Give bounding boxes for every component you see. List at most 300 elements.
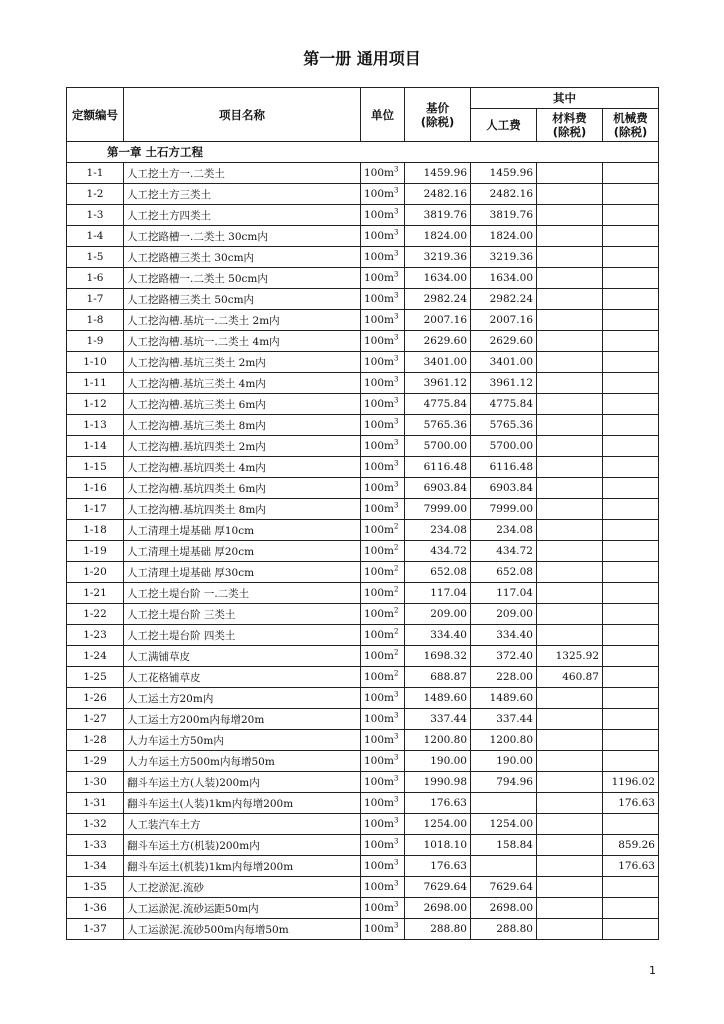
- row-unit: $100m^3$: [361, 730, 405, 751]
- row-item-name: 人工挖土方一.二类土: [124, 163, 361, 184]
- row-machine-cost: [603, 247, 659, 268]
- row-unit: $100m^2$: [361, 541, 405, 562]
- row-machine-cost: [603, 373, 659, 394]
- row-material-cost: [537, 457, 603, 478]
- table-row: [67, 583, 659, 604]
- unit-exponent: 3: [394, 249, 399, 258]
- header-labor: 人工费: [471, 109, 537, 142]
- row-machine-cost: [603, 625, 659, 646]
- row-machine-cost: [603, 457, 659, 478]
- row-code: 1-25: [67, 667, 124, 688]
- row-machine-cost: [603, 814, 659, 835]
- row-unit: $100m^2$: [361, 667, 405, 688]
- table-row: [67, 646, 659, 667]
- row-labor-cost: 5700.00: [471, 436, 537, 457]
- row-material-cost: [537, 331, 603, 352]
- row-machine-cost: [603, 163, 659, 184]
- row-item-name: 翻斗车运土(人装)1km内每增200m: [124, 793, 361, 814]
- table-row: [67, 226, 659, 247]
- row-item-name: 人力车运土方50m内: [124, 730, 361, 751]
- row-machine-cost: [603, 562, 659, 583]
- row-item-name: 人工挖沟槽.基坑三类土 4m内: [124, 373, 361, 394]
- unit-exponent: 3: [394, 732, 399, 741]
- row-code: 1-35: [67, 877, 124, 898]
- table-row: [67, 331, 659, 352]
- row-code: 1-4: [67, 226, 124, 247]
- header-machine: 机械费 (除税): [603, 109, 659, 142]
- row-machine-cost: [603, 730, 659, 751]
- row-unit: $100m^3$: [361, 793, 405, 814]
- unit-exponent: 3: [394, 690, 399, 699]
- table-row: [67, 856, 659, 877]
- row-unit: $100m^3$: [361, 856, 405, 877]
- row-unit: $100m^3$: [361, 457, 405, 478]
- row-item-name: 人工挖土堤台阶 三类土: [124, 604, 361, 625]
- row-machine-cost: [603, 898, 659, 919]
- row-item-name: 人工挖沟槽.基坑三类土 8m内: [124, 415, 361, 436]
- row-machine-cost: [603, 688, 659, 709]
- unit-exponent: 3: [394, 459, 399, 468]
- row-base-price: 334.40: [405, 625, 471, 646]
- row-base-price: 2982.24: [405, 289, 471, 310]
- row-code: 1-3: [67, 205, 124, 226]
- row-labor-cost: 2629.60: [471, 331, 537, 352]
- unit-exponent: 3: [394, 375, 399, 384]
- row-material-cost: [537, 247, 603, 268]
- row-material-cost: [537, 604, 603, 625]
- row-code: 1-2: [67, 184, 124, 205]
- row-unit: $100m^3$: [361, 247, 405, 268]
- row-machine-cost: [603, 415, 659, 436]
- row-labor-cost: 1489.60: [471, 688, 537, 709]
- row-unit: $100m^3$: [361, 268, 405, 289]
- row-item-name: 翻斗车运土方(人装)200m内: [124, 772, 361, 793]
- row-base-price: 209.00: [405, 604, 471, 625]
- unit-exponent: 3: [394, 354, 399, 363]
- row-code: 1-37: [67, 919, 124, 940]
- header-name: 项目名称: [124, 88, 361, 142]
- row-item-name: 人工清理土堤基础 厚20cm: [124, 541, 361, 562]
- row-labor-cost: 228.00: [471, 667, 537, 688]
- row-code: 1-16: [67, 478, 124, 499]
- row-machine-cost: [603, 226, 659, 247]
- row-labor-cost: 794.96: [471, 772, 537, 793]
- row-material-cost: [537, 394, 603, 415]
- row-machine-cost: 859.26: [603, 835, 659, 856]
- row-code: 1-31: [67, 793, 124, 814]
- row-material-cost: [537, 709, 603, 730]
- row-base-price: 1489.60: [405, 688, 471, 709]
- row-labor-cost: [471, 793, 537, 814]
- row-labor-cost: 1634.00: [471, 268, 537, 289]
- page-number: 1: [649, 964, 656, 977]
- row-base-price: 3819.76: [405, 205, 471, 226]
- row-base-price: 288.80: [405, 919, 471, 940]
- row-unit: $100m^3$: [361, 226, 405, 247]
- table-row: [67, 667, 659, 688]
- row-code: 1-22: [67, 604, 124, 625]
- row-item-name: 人工挖路槽一.二类土 50cm内: [124, 268, 361, 289]
- unit-exponent: 3: [394, 795, 399, 804]
- row-unit: $100m^2$: [361, 520, 405, 541]
- row-unit: $100m^3$: [361, 205, 405, 226]
- table-row: [67, 709, 659, 730]
- table-row: [67, 415, 659, 436]
- table-row: [67, 184, 659, 205]
- row-base-price: 176.63: [405, 793, 471, 814]
- row-machine-cost: 176.63: [603, 856, 659, 877]
- row-base-price: 190.00: [405, 751, 471, 772]
- table-row: [67, 478, 659, 499]
- unit-exponent: 3: [394, 816, 399, 825]
- row-item-name: 人工挖沟槽.基坑三类土 2m内: [124, 352, 361, 373]
- row-material-cost: [537, 898, 603, 919]
- row-unit: $100m^2$: [361, 646, 405, 667]
- header-unit: 单位: [361, 88, 405, 142]
- row-item-name: 人工挖土堤台阶 四类土: [124, 625, 361, 646]
- row-base-price: 2482.16: [405, 184, 471, 205]
- row-material-cost: [537, 520, 603, 541]
- unit-exponent: 3: [394, 312, 399, 321]
- row-base-price: 652.08: [405, 562, 471, 583]
- row-labor-cost: 652.08: [471, 562, 537, 583]
- row-item-name: 人工挖沟槽.基坑一.二类土 4m内: [124, 331, 361, 352]
- row-item-name: 人工清理土堤基础 厚10cm: [124, 520, 361, 541]
- table-row: [67, 793, 659, 814]
- unit-exponent: 3: [394, 396, 399, 405]
- row-item-name: 人工挖沟槽.基坑四类土 6m内: [124, 478, 361, 499]
- row-code: 1-20: [67, 562, 124, 583]
- row-material-cost: [537, 772, 603, 793]
- row-unit: $100m^3$: [361, 877, 405, 898]
- row-labor-cost: 3961.12: [471, 373, 537, 394]
- row-base-price: 688.87: [405, 667, 471, 688]
- unit-exponent: 2: [394, 669, 399, 678]
- row-code: 1-19: [67, 541, 124, 562]
- row-material-cost: [537, 268, 603, 289]
- row-unit: $100m^3$: [361, 835, 405, 856]
- row-labor-cost: 6116.48: [471, 457, 537, 478]
- row-material-cost: [537, 856, 603, 877]
- row-labor-cost: 2698.00: [471, 898, 537, 919]
- table-row: [67, 772, 659, 793]
- row-item-name: 人工挖沟槽.基坑四类土 8m内: [124, 499, 361, 520]
- table-row: [67, 898, 659, 919]
- unit-exponent: 2: [394, 585, 399, 594]
- row-item-name: 人工运淤泥.流砂运距50m内: [124, 898, 361, 919]
- unit-exponent: 3: [394, 480, 399, 489]
- row-material-cost: [537, 541, 603, 562]
- unit-exponent: 2: [394, 606, 399, 615]
- row-labor-cost: 7629.64: [471, 877, 537, 898]
- row-machine-cost: [603, 436, 659, 457]
- unit-exponent: 3: [394, 879, 399, 888]
- row-code: 1-10: [67, 352, 124, 373]
- row-item-name: 人工运土方20m内: [124, 688, 361, 709]
- row-labor-cost: 334.40: [471, 625, 537, 646]
- row-unit: $100m^3$: [361, 310, 405, 331]
- row-unit: $100m^3$: [361, 415, 405, 436]
- row-code: 1-1: [67, 163, 124, 184]
- row-code: 1-11: [67, 373, 124, 394]
- row-item-name: 人工挖土方四类土: [124, 205, 361, 226]
- table-row: [67, 520, 659, 541]
- table-row: [67, 541, 659, 562]
- row-labor-cost: 2482.16: [471, 184, 537, 205]
- row-machine-cost: [603, 604, 659, 625]
- quota-table: [66, 87, 659, 940]
- row-material-cost: [537, 499, 603, 520]
- row-code: 1-18: [67, 520, 124, 541]
- row-unit: $100m^3$: [361, 919, 405, 940]
- row-base-price: 176.63: [405, 856, 471, 877]
- unit-exponent: 3: [394, 165, 399, 174]
- table-row: [67, 394, 659, 415]
- row-item-name: 人工挖路槽三类土 50cm内: [124, 289, 361, 310]
- row-item-name: 人工挖沟槽.基坑一.二类土 2m内: [124, 310, 361, 331]
- row-unit: $100m^3$: [361, 352, 405, 373]
- table-row: [67, 205, 659, 226]
- row-item-name: 人工挖土方三类土: [124, 184, 361, 205]
- unit-exponent: 3: [394, 711, 399, 720]
- row-labor-cost: [471, 856, 537, 877]
- row-code: 1-21: [67, 583, 124, 604]
- row-base-price: 5700.00: [405, 436, 471, 457]
- row-code: 1-33: [67, 835, 124, 856]
- row-code: 1-15: [67, 457, 124, 478]
- row-labor-cost: 2982.24: [471, 289, 537, 310]
- row-labor-cost: 3819.76: [471, 205, 537, 226]
- row-unit: $100m^3$: [361, 331, 405, 352]
- unit-exponent: 3: [394, 837, 399, 846]
- unit-exponent: 2: [394, 543, 399, 552]
- row-code: 1-28: [67, 730, 124, 751]
- row-unit: $100m^3$: [361, 289, 405, 310]
- row-material-cost: [537, 436, 603, 457]
- unit-exponent: 2: [394, 522, 399, 531]
- unit-exponent: 2: [394, 564, 399, 573]
- table-row: [67, 562, 659, 583]
- row-machine-cost: [603, 541, 659, 562]
- row-item-name: 人工运土方200m内每增20m: [124, 709, 361, 730]
- row-labor-cost: 117.04: [471, 583, 537, 604]
- row-labor-cost: 6903.84: [471, 478, 537, 499]
- row-material-cost: [537, 730, 603, 751]
- row-code: 1-12: [67, 394, 124, 415]
- row-item-name: 人工满铺草皮: [124, 646, 361, 667]
- row-material-cost: [537, 814, 603, 835]
- row-base-price: 3219.36: [405, 247, 471, 268]
- row-unit: $100m^2$: [361, 604, 405, 625]
- row-unit: $100m^3$: [361, 898, 405, 919]
- row-material-cost: [537, 478, 603, 499]
- unit-exponent: 3: [394, 774, 399, 783]
- row-unit: $100m^3$: [361, 184, 405, 205]
- row-code: 1-34: [67, 856, 124, 877]
- row-code: 1-13: [67, 415, 124, 436]
- row-code: 1-29: [67, 751, 124, 772]
- header-base-price: 基价 (除税): [405, 88, 471, 142]
- row-machine-cost: [603, 268, 659, 289]
- row-unit: $100m^2$: [361, 562, 405, 583]
- row-code: 1-6: [67, 268, 124, 289]
- row-item-name: 人工挖淤泥.流砂: [124, 877, 361, 898]
- table-row: [67, 835, 659, 856]
- row-code: 1-14: [67, 436, 124, 457]
- row-code: 1-30: [67, 772, 124, 793]
- row-labor-cost: 7999.00: [471, 499, 537, 520]
- row-machine-cost: [603, 583, 659, 604]
- row-material-cost: [537, 583, 603, 604]
- row-material-cost: [537, 562, 603, 583]
- row-item-name: 翻斗车运土(机装)1km内每增200m: [124, 856, 361, 877]
- row-item-name: 人工装汽车土方: [124, 814, 361, 835]
- row-unit: $100m^3$: [361, 478, 405, 499]
- row-item-name: 人工清理土堤基础 厚30cm: [124, 562, 361, 583]
- row-base-price: 1254.00: [405, 814, 471, 835]
- row-labor-cost: 1824.00: [471, 226, 537, 247]
- row-machine-cost: [603, 205, 659, 226]
- row-unit: $100m^3$: [361, 373, 405, 394]
- unit-exponent: 3: [394, 228, 399, 237]
- row-labor-cost: 234.08: [471, 520, 537, 541]
- row-material-cost: [537, 751, 603, 772]
- table-row: [67, 268, 659, 289]
- row-unit: $100m^3$: [361, 814, 405, 835]
- row-item-name: 人工花格铺草皮: [124, 667, 361, 688]
- row-code: 1-7: [67, 289, 124, 310]
- row-machine-cost: 176.63: [603, 793, 659, 814]
- row-material-cost: [537, 835, 603, 856]
- row-base-price: 2007.16: [405, 310, 471, 331]
- row-machine-cost: [603, 709, 659, 730]
- table-row: [67, 688, 659, 709]
- unit-exponent: 3: [394, 207, 399, 216]
- row-labor-cost: 4775.84: [471, 394, 537, 415]
- row-code: 1-23: [67, 625, 124, 646]
- row-material-cost: [537, 919, 603, 940]
- row-item-name: 翻斗车运土方(机装)200m内: [124, 835, 361, 856]
- row-labor-cost: 3219.36: [471, 247, 537, 268]
- row-code: 1-9: [67, 331, 124, 352]
- row-labor-cost: 434.72: [471, 541, 537, 562]
- table-row: [67, 352, 659, 373]
- row-labor-cost: 2007.16: [471, 310, 537, 331]
- row-base-price: 117.04: [405, 583, 471, 604]
- header-material: 材料费 (除税): [537, 109, 603, 142]
- row-machine-cost: [603, 499, 659, 520]
- table-row: [67, 499, 659, 520]
- row-base-price: 5765.36: [405, 415, 471, 436]
- row-machine-cost: [603, 520, 659, 541]
- row-base-price: 1459.96: [405, 163, 471, 184]
- row-machine-cost: [603, 919, 659, 940]
- row-material-cost: [537, 373, 603, 394]
- unit-exponent: 3: [394, 291, 399, 300]
- row-base-price: 1824.00: [405, 226, 471, 247]
- row-code: 1-26: [67, 688, 124, 709]
- row-item-name: 人力车运土方500m内每增50m: [124, 751, 361, 772]
- row-base-price: 4775.84: [405, 394, 471, 415]
- unit-exponent: 3: [394, 270, 399, 279]
- row-material-cost: [537, 310, 603, 331]
- table-row: [67, 436, 659, 457]
- row-code: 1-8: [67, 310, 124, 331]
- row-material-cost: [537, 205, 603, 226]
- row-base-price: 2698.00: [405, 898, 471, 919]
- unit-exponent: 3: [394, 921, 399, 930]
- table-row: [67, 625, 659, 646]
- row-base-price: 7999.00: [405, 499, 471, 520]
- row-labor-cost: 288.80: [471, 919, 537, 940]
- row-base-price: 234.08: [405, 520, 471, 541]
- row-unit: $100m^3$: [361, 436, 405, 457]
- row-machine-cost: [603, 184, 659, 205]
- table-row: [67, 919, 659, 940]
- page-title: 第一册 通用项目: [303, 49, 421, 68]
- row-item-name: 人工挖沟槽.基坑四类土 2m内: [124, 436, 361, 457]
- row-material-cost: [537, 289, 603, 310]
- row-machine-cost: [603, 751, 659, 772]
- row-code: 1-36: [67, 898, 124, 919]
- row-labor-cost: 1200.80: [471, 730, 537, 751]
- row-labor-cost: 5765.36: [471, 415, 537, 436]
- row-base-price: 337.44: [405, 709, 471, 730]
- unit-exponent: 3: [394, 900, 399, 909]
- row-unit: $100m^3$: [361, 772, 405, 793]
- row-base-price: 2629.60: [405, 331, 471, 352]
- row-code: 1-27: [67, 709, 124, 730]
- row-base-price: 1634.00: [405, 268, 471, 289]
- row-unit: $100m^3$: [361, 688, 405, 709]
- unit-exponent: 3: [394, 753, 399, 762]
- row-unit: $100m^3$: [361, 163, 405, 184]
- row-code: 1-17: [67, 499, 124, 520]
- row-machine-cost: [603, 667, 659, 688]
- row-labor-cost: 1459.96: [471, 163, 537, 184]
- row-machine-cost: [603, 478, 659, 499]
- row-unit: $100m^3$: [361, 709, 405, 730]
- unit-exponent: 2: [394, 627, 399, 636]
- row-machine-cost: [603, 331, 659, 352]
- unit-exponent: 3: [394, 333, 399, 342]
- row-base-price: 434.72: [405, 541, 471, 562]
- chapter-heading: 第一章 土石方工程: [67, 142, 659, 163]
- row-base-price: 1018.10: [405, 835, 471, 856]
- row-material-cost: 460.87: [537, 667, 603, 688]
- row-base-price: 1698.32: [405, 646, 471, 667]
- table-row: [67, 310, 659, 331]
- header-among: 其中: [471, 88, 659, 109]
- row-material-cost: [537, 415, 603, 436]
- row-labor-cost: 337.44: [471, 709, 537, 730]
- unit-exponent: 3: [394, 186, 399, 195]
- table-row: [67, 730, 659, 751]
- row-item-name: 人工挖路槽三类土 30cm内: [124, 247, 361, 268]
- row-labor-cost: 158.84: [471, 835, 537, 856]
- row-machine-cost: [603, 394, 659, 415]
- row-labor-cost: 372.40: [471, 646, 537, 667]
- row-machine-cost: [603, 289, 659, 310]
- row-unit: $100m^2$: [361, 625, 405, 646]
- row-material-cost: [537, 352, 603, 373]
- row-machine-cost: [603, 877, 659, 898]
- table-row: [67, 247, 659, 268]
- row-machine-cost: [603, 310, 659, 331]
- table-row: [67, 457, 659, 478]
- table-row: [67, 751, 659, 772]
- header-code: 定额编号: [67, 88, 124, 142]
